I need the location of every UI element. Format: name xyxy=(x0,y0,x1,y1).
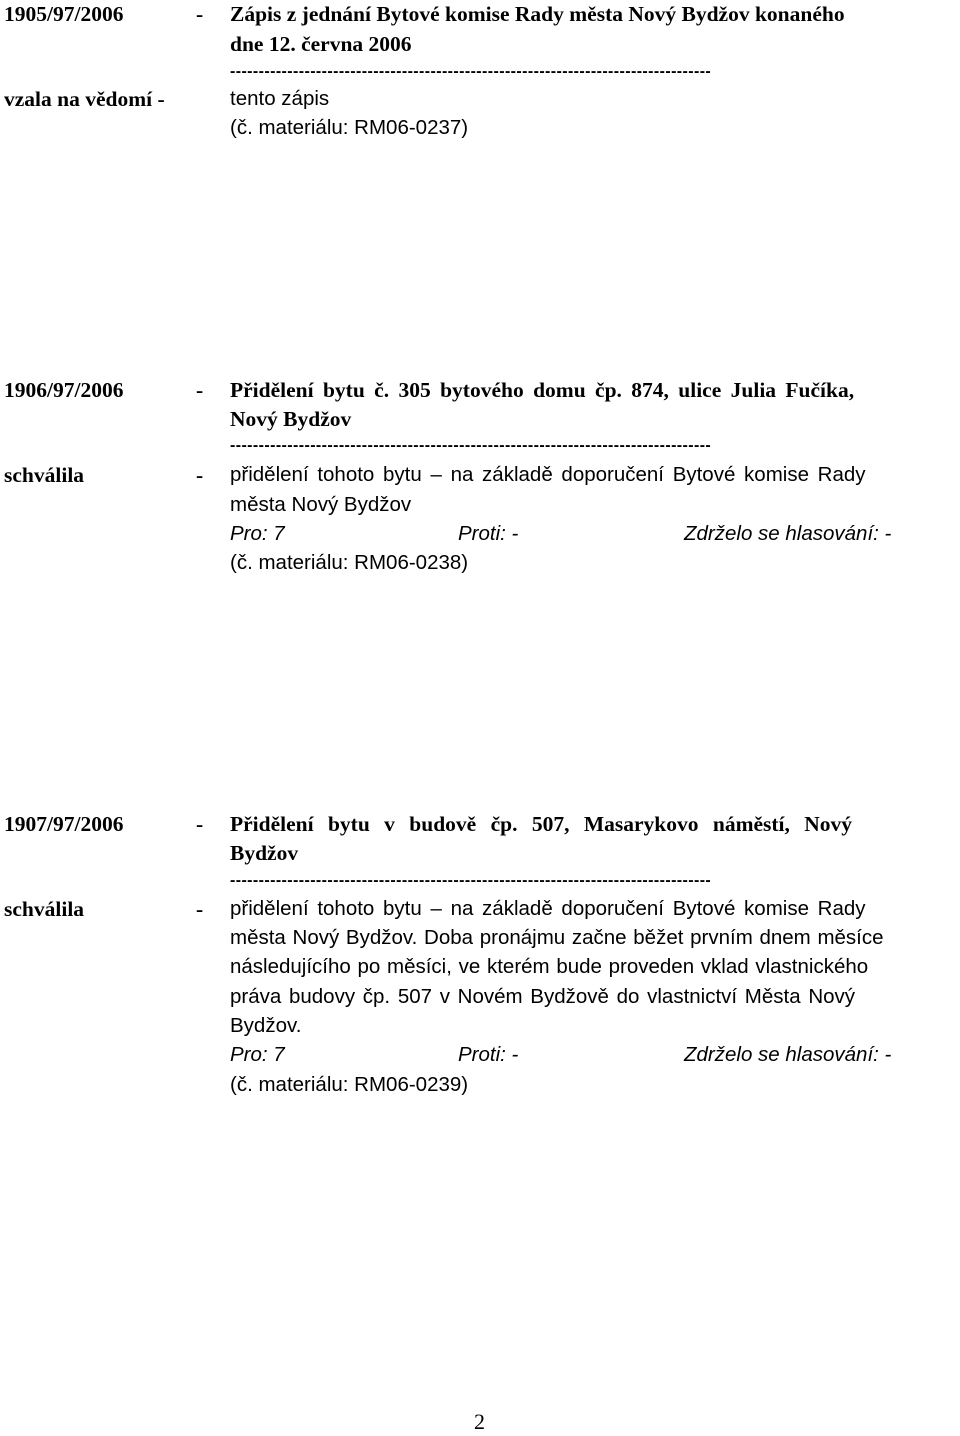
material-reference: (č. materiálu: RM06-0239) xyxy=(230,1073,469,1096)
page-number: 2 xyxy=(474,1409,485,1434)
resolution-body-cont: města Nový Bydžov xyxy=(230,493,412,516)
resolution-action: vzala na vědomí - xyxy=(4,87,165,111)
vote-abstain: Zdrželo se hlasování: - xyxy=(684,1043,892,1066)
resolution-body-cont: následujícího po měsíci, ve kterém bude proveden vklad vlastnického xyxy=(230,955,869,978)
separator-line: ------------------------------------------------------------------------------------ xyxy=(230,872,712,889)
resolution-body: přidělení tohoto bytu – na základě doporučení Bytové komise Rady xyxy=(230,463,866,486)
resolution-title-cont: dne 12. června 2006 xyxy=(230,32,412,56)
resolution-dash: - xyxy=(196,812,204,836)
resolution-dash: - xyxy=(196,378,204,402)
separator-line: ------------------------------------------------------------------------------------ xyxy=(230,437,712,454)
separator-line: ------------------------------------------------------------------------------------ xyxy=(230,63,712,80)
resolution-action: schválila xyxy=(4,897,85,921)
resolution-action-dash: - xyxy=(196,463,204,487)
resolution-body: tento zápis xyxy=(230,87,330,110)
vote-for: Pro: 7 xyxy=(230,1043,285,1066)
resolution-action-dash: - xyxy=(196,897,204,921)
resolution-number: 1905/97/2006 xyxy=(4,2,124,26)
resolution-number: 1907/97/2006 xyxy=(4,812,124,836)
resolution-title: Zápis z jednání Bytové komise Rady města Nový Bydžov konaného xyxy=(230,2,845,26)
resolution-body-cont: práva budovy čp. 507 v Novém Bydžově do vlastnictví Města Nový xyxy=(230,985,856,1008)
resolution-title-cont: Nový Bydžov xyxy=(230,407,352,431)
material-reference: (č. materiálu: RM06-0237) xyxy=(230,116,469,139)
resolution-body-cont: Bydžov. xyxy=(230,1014,302,1037)
vote-against: Proti: - xyxy=(458,1043,519,1066)
resolution-title: Přidělení bytu č. 305 bytového domu čp. 874, ulice Julia Fučíka, xyxy=(230,378,855,402)
resolution-title: Přidělení bytu v budově čp. 507, Masarykovo náměstí, Nový xyxy=(230,812,853,836)
material-reference: (č. materiálu: RM06-0238) xyxy=(230,551,469,574)
resolution-dash: - xyxy=(196,2,204,26)
vote-for: Pro: 7 xyxy=(230,522,285,545)
resolution-number: 1906/97/2006 xyxy=(4,378,124,402)
resolution-action: schválila xyxy=(4,463,85,487)
vote-against: Proti: - xyxy=(458,522,519,545)
resolution-body: přidělení tohoto bytu – na základě doporučení Bytové komise Rady xyxy=(230,897,866,920)
resolution-title-cont: Bydžov xyxy=(230,841,299,865)
vote-abstain: Zdrželo se hlasování: - xyxy=(684,522,892,545)
resolution-body-cont: města Nový Bydžov. Doba pronájmu začne běžet prvním dnem měsíce xyxy=(230,926,884,949)
